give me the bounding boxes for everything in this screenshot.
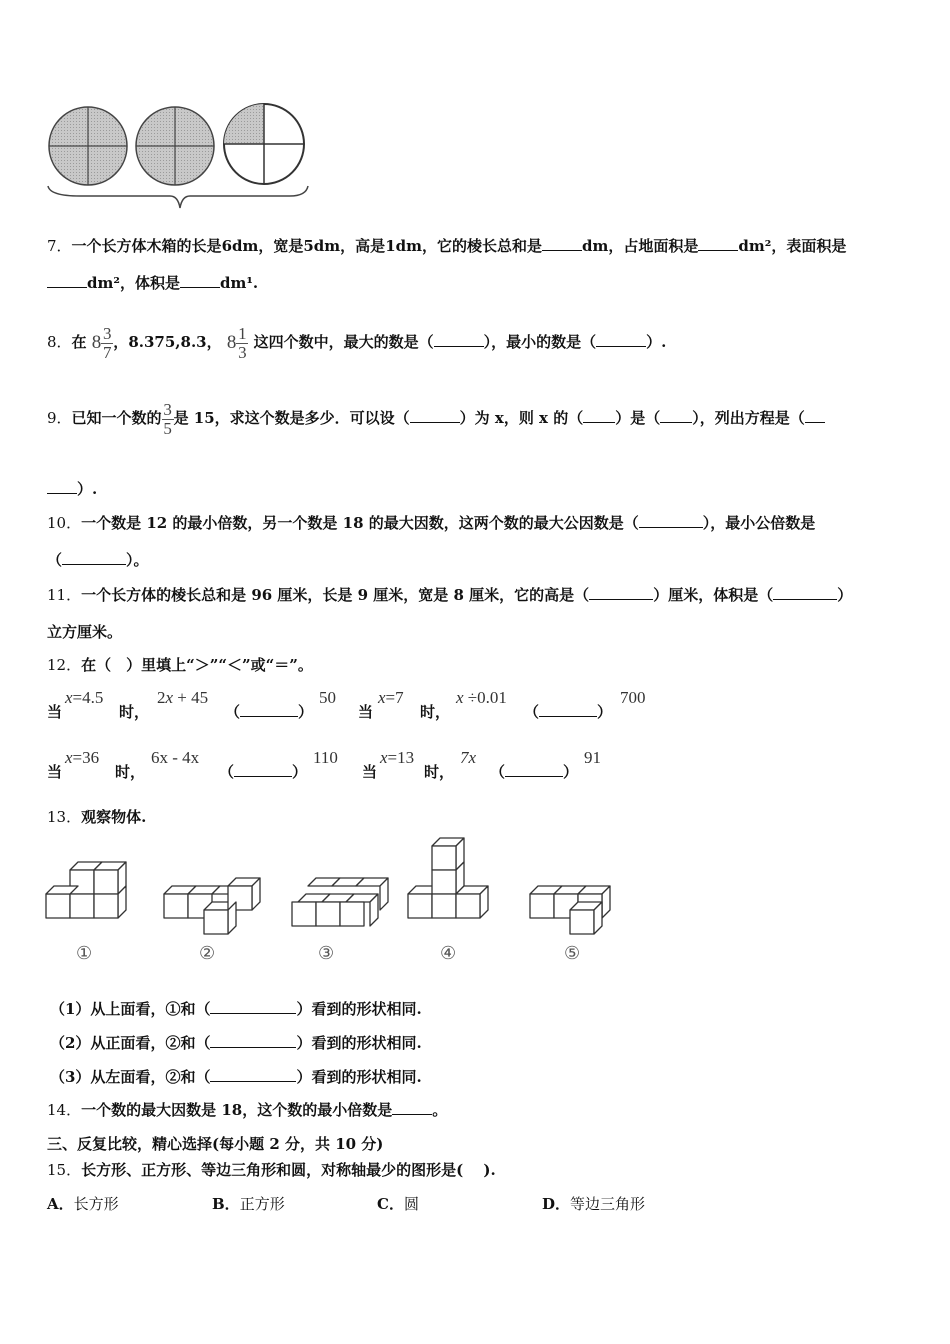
q8-blank-min[interactable]	[596, 332, 646, 347]
cube-figure-4	[408, 838, 488, 918]
q7-blank-surface-area[interactable]	[47, 273, 87, 288]
q12-blank-4[interactable]	[505, 762, 563, 777]
q13-title: 13．观察物体.	[47, 808, 147, 826]
q7-blank-floor-area[interactable]	[698, 236, 738, 251]
q10-line2: （ ）。	[47, 551, 149, 569]
q14-blank[interactable]	[392, 1100, 432, 1115]
q14-line: 14．一个数的最大因数是 18，这个数的最小倍数是 。	[47, 1101, 448, 1119]
q7-number: 7．	[47, 237, 72, 255]
q13-blank-2[interactable]	[210, 1033, 296, 1048]
q8-mixed-fraction-1: 8 $\frac{3}{7}$	[91, 323, 112, 362]
circle-full-1	[49, 107, 127, 185]
q15-option-c[interactable]: C．圆	[377, 1195, 419, 1213]
figure-label-2: ②	[199, 943, 216, 964]
q15-option-a[interactable]: A．长方形	[47, 1195, 119, 1213]
q7-blank-edge-sum[interactable]	[542, 236, 582, 251]
q7-blank-volume[interactable]	[180, 273, 220, 288]
q15-line: 15．长方形、正方形、等边三角形和圆，对称轴最少的图形是( ).	[47, 1161, 496, 1179]
q9-blank-value[interactable]	[660, 408, 692, 423]
q9-line2: ）.	[47, 479, 97, 499]
figure-label-3: ③	[318, 943, 335, 964]
q10-blank-gcd[interactable]	[639, 513, 703, 528]
q13-blank-1[interactable]	[210, 999, 296, 1014]
cube-figures	[40, 832, 640, 942]
cube-figure-1	[46, 862, 126, 918]
q9-blank-equation-start[interactable]	[805, 408, 825, 423]
cube-figure-3	[292, 878, 388, 926]
q13-blank-3[interactable]	[210, 1067, 296, 1082]
q13-sub1: （1）从上面看，①和（ ）看到的形状相同.	[50, 1000, 422, 1018]
q13-sub2: （2）从正面看，②和（ ）看到的形状相同.	[50, 1034, 422, 1052]
q12-title: 12．在（ ）里填上“＞”“＜”或“＝”。	[47, 656, 313, 674]
figure-label-5: ⑤	[564, 943, 581, 964]
q8-mixed-fraction-2: 8 $\frac{1}{3}$	[226, 323, 247, 362]
q7-line2: dm²，体积是 dm¹.	[47, 273, 258, 293]
q12-blank-2[interactable]	[539, 702, 597, 717]
circle-quarter	[224, 104, 304, 184]
q11-line2: 立方厘米。	[47, 623, 123, 641]
q11-blank-height[interactable]	[589, 585, 653, 600]
q9-blank-equation[interactable]	[47, 479, 77, 494]
q11-line1: 11．一个长方体的棱长总和是 96 厘米，长是 9 厘米，宽是 8 厘米，它的高是（ ）厘米，体积是（ ）	[47, 586, 853, 604]
q12-blank-1[interactable]	[240, 702, 298, 717]
q7-line1: 7．一个长方体木箱的长是6dm，宽是5dm，高是1dm，它的棱长总和是 dm，占地面积是 dm²，表面积是	[47, 237, 847, 255]
q10-blank-lcm[interactable]	[62, 550, 126, 565]
q13-sub3: （3）从左面看，②和（ ）看到的形状相同.	[50, 1068, 422, 1086]
q9-blank-part[interactable]	[583, 408, 615, 423]
circle-full-2	[136, 107, 214, 185]
fraction-circles-figure	[40, 100, 360, 210]
brace	[48, 186, 308, 208]
q15-option-b[interactable]: B．正方形	[212, 1195, 285, 1213]
q9-blank-unknown[interactable]	[410, 408, 460, 423]
q12-blank-3[interactable]	[234, 762, 292, 777]
q9-fraction: $\frac{3}{5}$	[163, 399, 172, 438]
q8-blank-max[interactable]	[434, 332, 484, 347]
q9-line1: 9．已知一个数的 $\frac{3}{5}$ 是 15，求这个数是多少．可以设（ ）为 x，则 x 的（ ）是（ ），列出方程是（	[47, 394, 825, 442]
q10-line1: 10．一个数是 12 的最小倍数，另一个数是 18 的最大因数，这两个数的最大公因数是（ ），最小公倍数是	[47, 514, 816, 532]
cube-figure-2	[164, 878, 260, 934]
cube-figure-5	[530, 886, 610, 934]
q11-blank-volume[interactable]	[773, 585, 837, 600]
figure-label-4: ④	[440, 943, 457, 964]
q15-option-d[interactable]: D．等边三角形	[542, 1195, 646, 1213]
section-3-heading: 三、反复比较，精心选择(每小题 2 分，共 10 分)	[47, 1135, 384, 1153]
q8-line: 8．在 8 $\frac{3}{7}$ ，8.375,8.3， 8 $\frac{1}{3}$ 这四个数中，最大的数是（ ），最小的数是（ ）.	[47, 323, 667, 362]
figure-label-1: ①	[76, 943, 93, 964]
